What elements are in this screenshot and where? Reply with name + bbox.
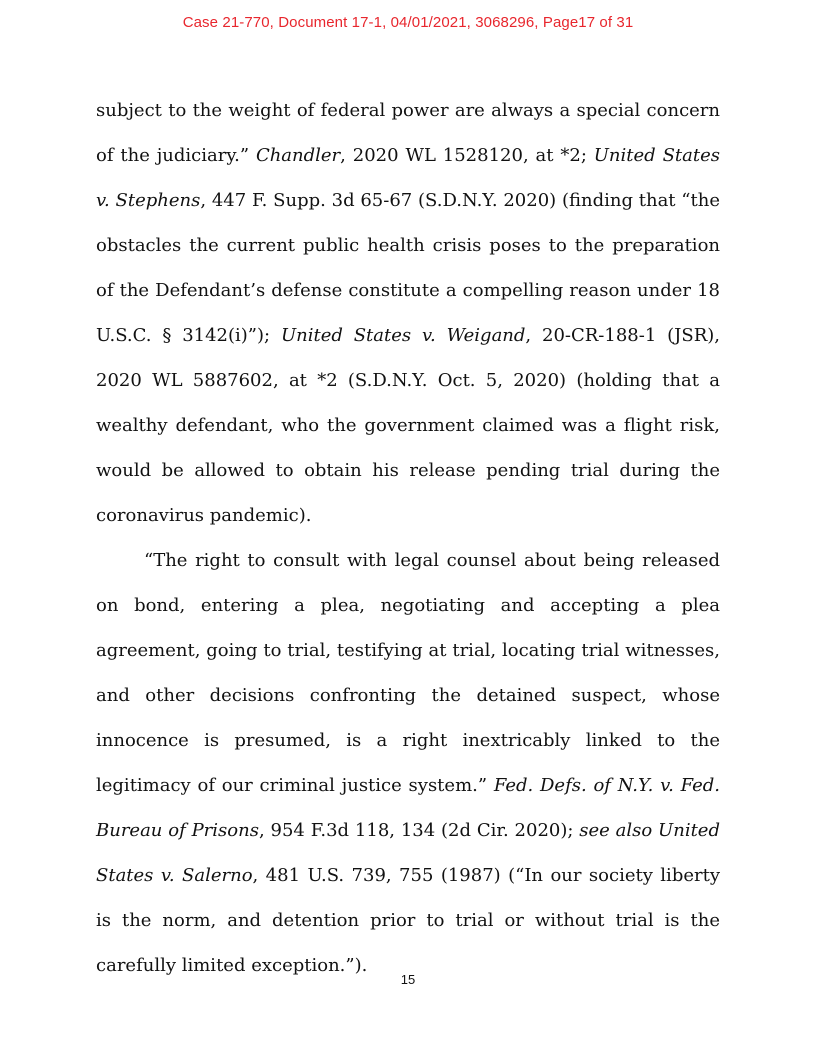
paragraph-1-text-4: , 20-CR-188-1 (JSR), 2020 WL 5887602, at *2 (S.D.N.Y. Oct. 5, 2020) (holding that a wealthy defendant, who the government claimed was a flight risk, would be allowed to obtain his release pending trial during the coronavirus pandemic). (96, 325, 720, 526)
citation-fed-defs: Fed. Defs. of N.Y. v. Fed. Bureau of Prisons (96, 775, 720, 841)
paragraph-1-text-1: subject to the weight of federal power are always a special concern of the judiciary.” (96, 100, 720, 166)
citation-weigand: United States v. Weigand (280, 325, 526, 346)
document-body (96, 88, 720, 988)
paragraph-1-text-3: , 447 F. Supp. 3d 65-67 (S.D.N.Y. 2020) (finding that “the obstacles the current public health crisis poses to the preparation of the Defendant’s defense constitute a compelling reason under 18 U.S.C. § 3142(i)”); (96, 190, 720, 346)
paragraph-2-text-3: , 481 U.S. 739, 755 (1987) (“In our society liberty is the norm, and detention prior to trial or without trial is the carefully limited exception.”). (96, 865, 720, 976)
case-header: Case 21-770, Document 17-1, 04/01/2021, 3068296, Page17 of 31 (182, 14, 634, 31)
citation-salerno: see also United States v. Salerno (96, 820, 720, 886)
paragraph-2-text-2: , 954 F.3d 118, 134 (2d Cir. 2020); (258, 820, 580, 841)
paragraph-1-text-2: , 2020 WL 1528120, at *2; (340, 145, 594, 166)
citation-chandler: Chandler (255, 145, 341, 166)
paragraph-2-text-1: “The right to consult with legal counsel about being released on bond, entering a plea, negotiating and accepting a plea agreement, going to trial, testifying at trial, locating trial witnesses, and other decisions confronting the detained suspect, whose innocence is presumed, is a right inextricably linked to the legitimacy of our criminal justice system.” (96, 550, 720, 796)
page-number: 15 (400, 972, 416, 987)
citation-stephens: United States v. Stephens (96, 145, 720, 211)
paragraph-2 (96, 538, 720, 988)
paragraph-1 (96, 88, 720, 538)
